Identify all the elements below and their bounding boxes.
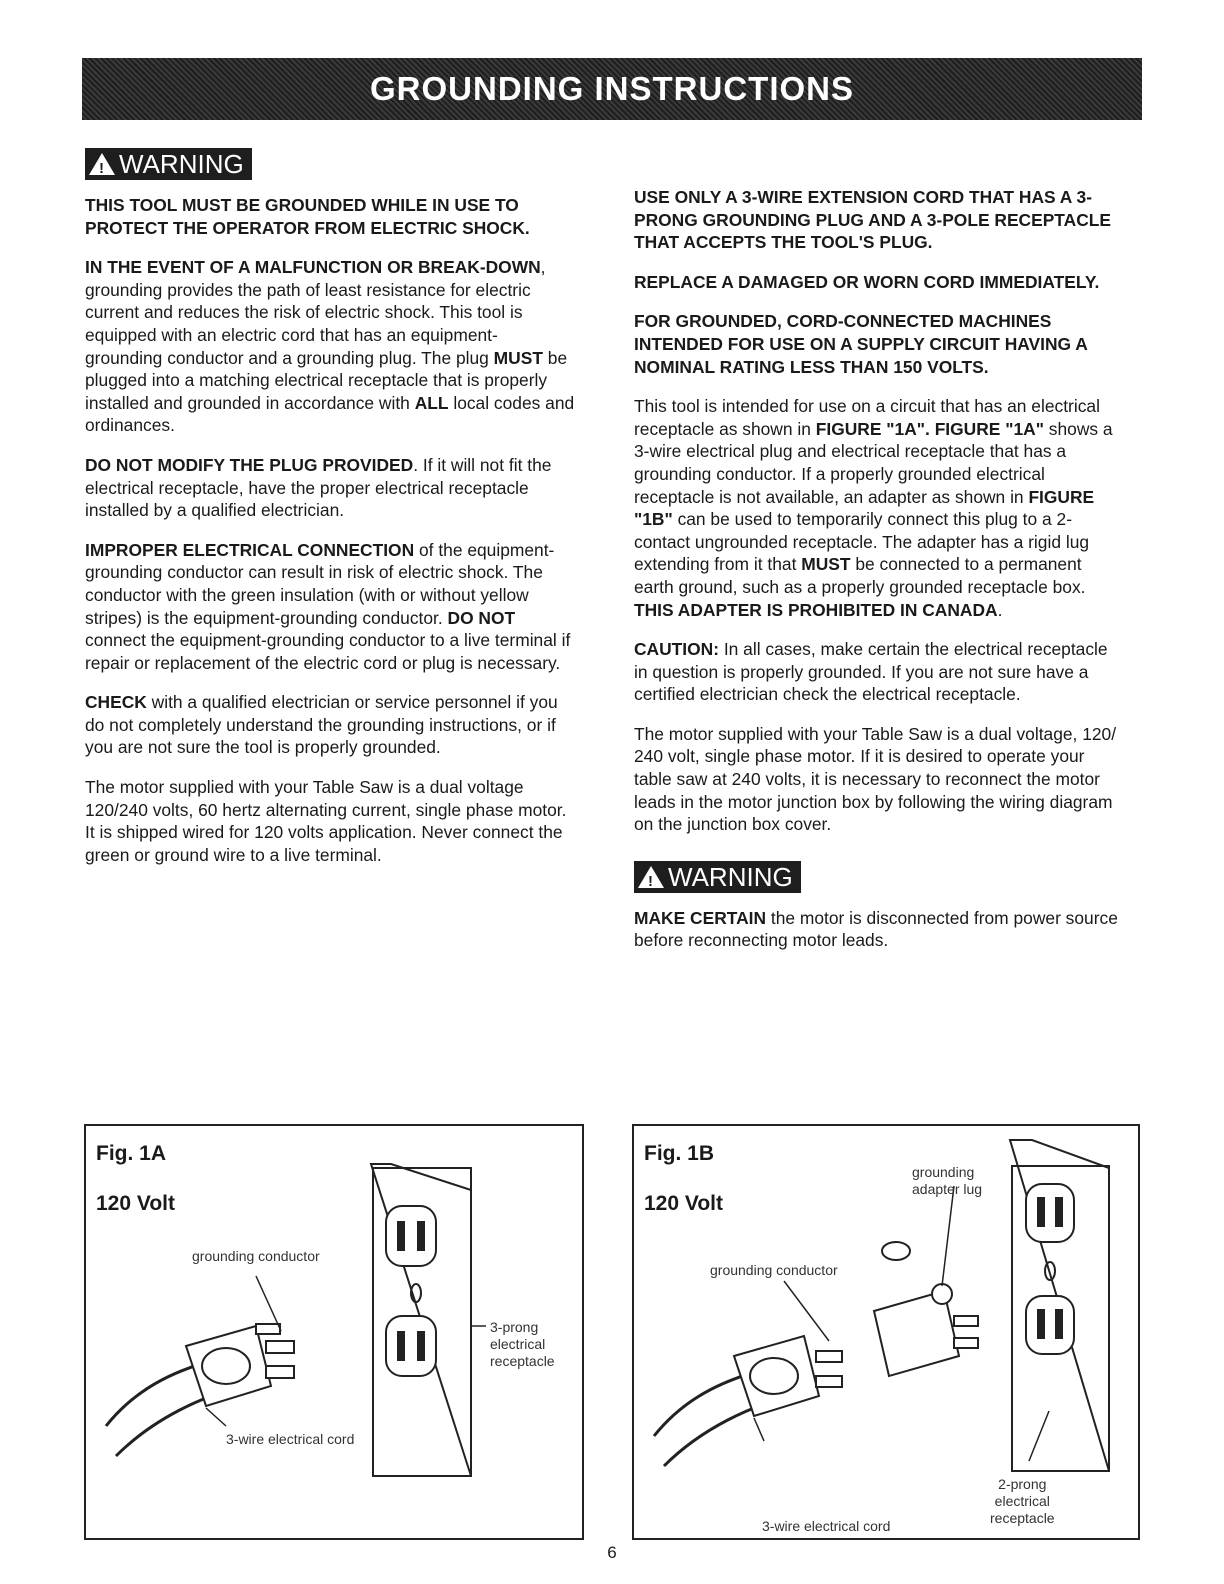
label-grounding-conductor: grounding conductor [192,1248,320,1264]
label-grounding-conductor: grounding conductor [710,1262,838,1278]
paragraph-circuit-adapter: This tool is intended for use on a circuit that has an electrical receptacle as shown in FIGURE "1A". FIGURE "1A" shows a 3-wire electrical plug and electrical receptacle that has a grounding conductor. If a properly grounded electrical receptacle is not available, an adapter as shown in FIGURE "1B" can be used to temporarily connect this plug to a 2-contact ungrounded receptacle. The adapter has a rigid lug extending from it that MUST be connected to a permanent earth ground, such as a properly grounded receptacle box. THIS ADAPTER IS PROHIBITED IN CANADA. [634,396,1113,620]
figure-1b-voltage: 120 Volt [644,1192,723,1215]
two-prong-receptacle [1010,1140,1109,1471]
paragraph-motor-dual-voltage: The motor supplied with your Table Saw is a dual voltage 120/240 volts, 60 hertz alternating current, single phase motor. It is shipped wired for 120 volts application. Never connect the green or ground wire to a live terminal. [85,777,567,865]
figure-1b-illustration [634,1126,1138,1538]
page-title: GROUNDING INSTRUCTIONS [370,70,854,107]
figure-1a-title: Fig. 1A [96,1142,167,1165]
three-prong-receptacle [371,1164,471,1476]
page-number: 6 [607,1543,617,1562]
warning-label: WARNING [119,148,244,179]
figure-1a-voltage: 120 Volt [96,1192,175,1215]
three-prong-plug [654,1336,842,1466]
paragraph-caution: CAUTION: In all cases, make certain the electrical receptacle in question is properly grounded. If you are not sure have a certified electrician check the electrical receptacle. [634,639,1108,705]
paragraph-malfunction: IN THE EVENT OF A MALFUNCTION OR BREAK-DOWN, grounding provides the path of least resistance for electric current and reduces the risk of electric shock. This tool is equipped with an electric cord that has an equipment-grounding conductor and a grounding plug. The plug MUST be plugged into a matching electrical receptacle that is properly installed and grounded in accordance with ALL local codes and ordinances. [85,257,575,436]
warning-triangle-icon: ! [89,153,115,175]
paragraph-do-not-modify: DO NOT MODIFY THE PLUG PROVIDED. If it will not fit the electrical receptacle, have the proper electrical receptacle installed by a qualified electrician. [85,454,552,521]
page-banner [82,58,1142,120]
paragraph-motor-reconnect: The motor supplied with your Table Saw is a dual voltage, 120/ 240 volt, single phase motor. If it is desired to operate your table saw at 240 volts, it is necessary to reconnect the motor leads in the motor junction box by following the wiring diagram on the junction box cover. [634,723,1117,835]
paragraph-improper-connection: IMPROPER ELECTRICAL CONNECTION of the equipment-grounding conductor can result in risk of electric shock. The conductor with the green insulation (with or without yellow stripes) is the equipment-grounding conductor. DO NOT connect the equipment-grounding conductor to a live terminal if repair or replacement of the electric cord or plug is necessary. [85,539,571,673]
paragraph-check: CHECK with a qualified electrician or service personnel if you do not completely understand the grounding instructions, or if you are not sure the tool is properly grounded. [85,692,558,758]
warning-triangle-icon: ! [638,866,664,888]
label-receptacle: 2-prong electrical receptacle [990,1476,1055,1526]
paragraph-extension-cord: USE ONLY A 3-WIRE EXTENSION CORD THAT HAS A 3-PRONG GROUNDING PLUG AND A 3-POLE RECEPTACLE THAT ACCEPTS THE TOOL'S PLUG. [634,187,1111,253]
warning-heading: THIS TOOL MUST BE GROUNDED WHILE IN USE TO PROTECT THE OPERATOR FROM ELECTRIC SHOCK. [85,195,530,238]
label-cord: 3-wire electrical cord [762,1518,891,1534]
label-grounding-adapter-lug: grounding adapter lug [912,1164,983,1197]
label-receptacle: 3-prong electrical receptacle [490,1319,555,1369]
paragraph-grounded-machines: FOR GROUNDED, CORD-CONNECTED MACHINES INTENDED FOR USE ON A SUPPLY CIRCUIT HAVING A NOMINAL RATING LESS THAN 150 VOLTS. [634,311,1088,377]
figure-1b [632,1124,1140,1540]
warning-label: WARNING [668,861,793,892]
grounding-adapter [874,1242,978,1376]
paragraph-make-certain: MAKE CERTAIN the motor is disconnected from power source before reconnecting motor leads. [634,907,1118,951]
figure-1b-title: Fig. 1B [644,1142,715,1165]
left-column [85,148,575,883]
right-column [634,186,1124,969]
figure-1a [84,1124,584,1540]
warning-badge [85,148,252,180]
label-cord: 3-wire electrical cord [226,1431,355,1447]
paragraph-replace-cord: REPLACE A DAMAGED OR WORN CORD IMMEDIATELY. [634,271,1100,292]
warning-badge [634,861,801,893]
